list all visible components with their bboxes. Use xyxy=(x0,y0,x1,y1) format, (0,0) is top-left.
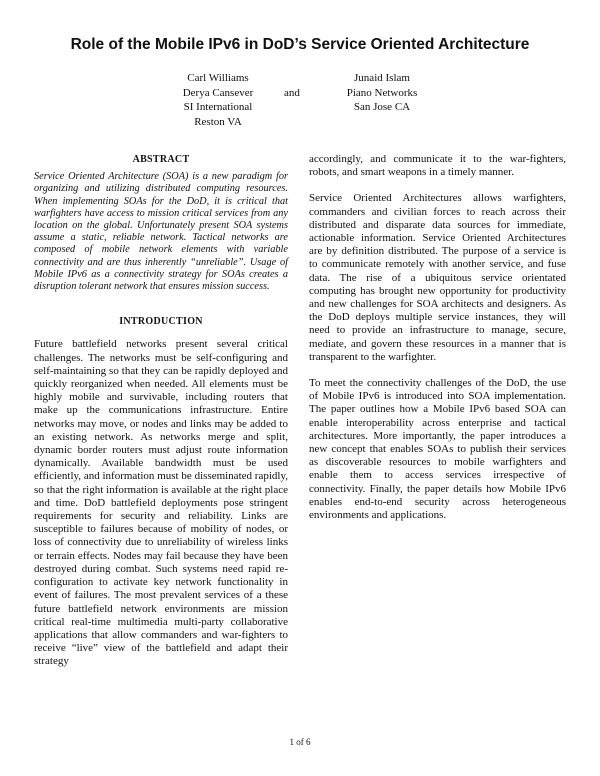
soa-paragraph: Service Oriented Architectures allows warfighters, commanders and civilian forces to reach across their distributed and disparate data sources for immediate, actionable information. Service Oriented Architectures are by definition distributed. The purpose of a service is to communicate remotely with another service, and fuse data. The rise of a ubiquitous service orientated computing has brought new opportunity for productivity and new challenges for SOA architects and designers. As the DoD deploys multiple service instances, they will need to provide an infrastructure to manage, secure, mediate, and govern these resources in a manner that is transparent to the warfighter. xyxy=(309,192,566,363)
author-conjunction: and xyxy=(284,86,300,99)
abstract-text: Service Oriented Architecture (SOA) is a new paradigm for organizing and utilizing distributed computing resources. When implementing SOAs for the DoD, it is critical that warfighters have access to mission critical services from any location on the global. Unfortunately present SOA systems assume a static, reliable network. Tactical networks are composed of mobile network elements with variable connectivity and are thus inherently “unreliable”. Usage of Mobile IPv6 as a connectivity strategy for SOAs creates a disruption tolerant network that ensures mission success. xyxy=(34,171,288,293)
author-group-right xyxy=(330,71,434,115)
introduction-paragraph: Future battlefield networks present several critical challenges. The networks must be self-configuring and self-maintaining so that they can be rapidly deployed and quickly reorganized when needed. All elements must be highly mobile and survivable, including routers that make up the communications infrastructure. Entire networks may move, or nodes and links may be added to an existing network. As networks merge and split, dynamic border routers must adjust route information dynamically. Available bandwidth must be used efficiently, and information must be disseminated rapidly, so that the right information is available at the right place and time. DoD battlefield deployments pose stringent requirements for security and reliability. Links are susceptible to failures because of mobility of nodes, or loss of connectivity due to unreliability of wireless links or terrain effects. Nodes may fail because they have been destroyed during combat. Such systems need rapid re-configuration to activate key network functionality in event of failures. The most prevalent services of a these future battlefield network environments are mission critical real-time multimedia multi-party collaborative applications that allow commanders and war-fighters to receive “live” view of the battlefield and adapt their strategy xyxy=(34,338,288,668)
author-affiliation: SI International xyxy=(183,101,253,114)
right-column xyxy=(309,153,566,535)
author-affiliation: Piano Networks xyxy=(346,86,418,99)
author-name: Carl Williams xyxy=(187,72,249,84)
left-column xyxy=(34,153,288,669)
introduction-heading: INTRODUCTION xyxy=(119,316,203,328)
author-name: Junaid Islam xyxy=(354,72,410,84)
mobile-ipv6-paragraph: To meet the connectivity challenges of the DoD, the use of Mobile IPv6 is introduced into SOA implementation. The paper outlines how a Mobile IPv6 based SOA can enable interoperability across enterprise and tactical architectures. More importantly, the paper introduces a new concept that enables SOAs to publish their services as discoverable resources to mobile warfighters and enable them to access services irrespective of connectivity. Finally, the paper details how Mobile IPv6 enables end-to-end security across heterogeneous environments and applications. xyxy=(309,377,566,522)
abstract-heading: ABSTRACT xyxy=(132,154,190,165)
continuation-paragraph: accordingly, and communicate it to the war-fighters, robots, and smart weapons in a timely manner. xyxy=(309,153,566,179)
author-group-left xyxy=(168,71,268,129)
paper-title: Role of the Mobile IPv6 in DoD’s Service Oriented Architecture xyxy=(70,36,530,53)
author-location: Reston VA xyxy=(194,115,242,128)
author-name: Derya Cansever xyxy=(182,86,254,99)
author-location: San Jose CA xyxy=(353,101,411,114)
page-number: 1 of 6 xyxy=(289,737,311,747)
